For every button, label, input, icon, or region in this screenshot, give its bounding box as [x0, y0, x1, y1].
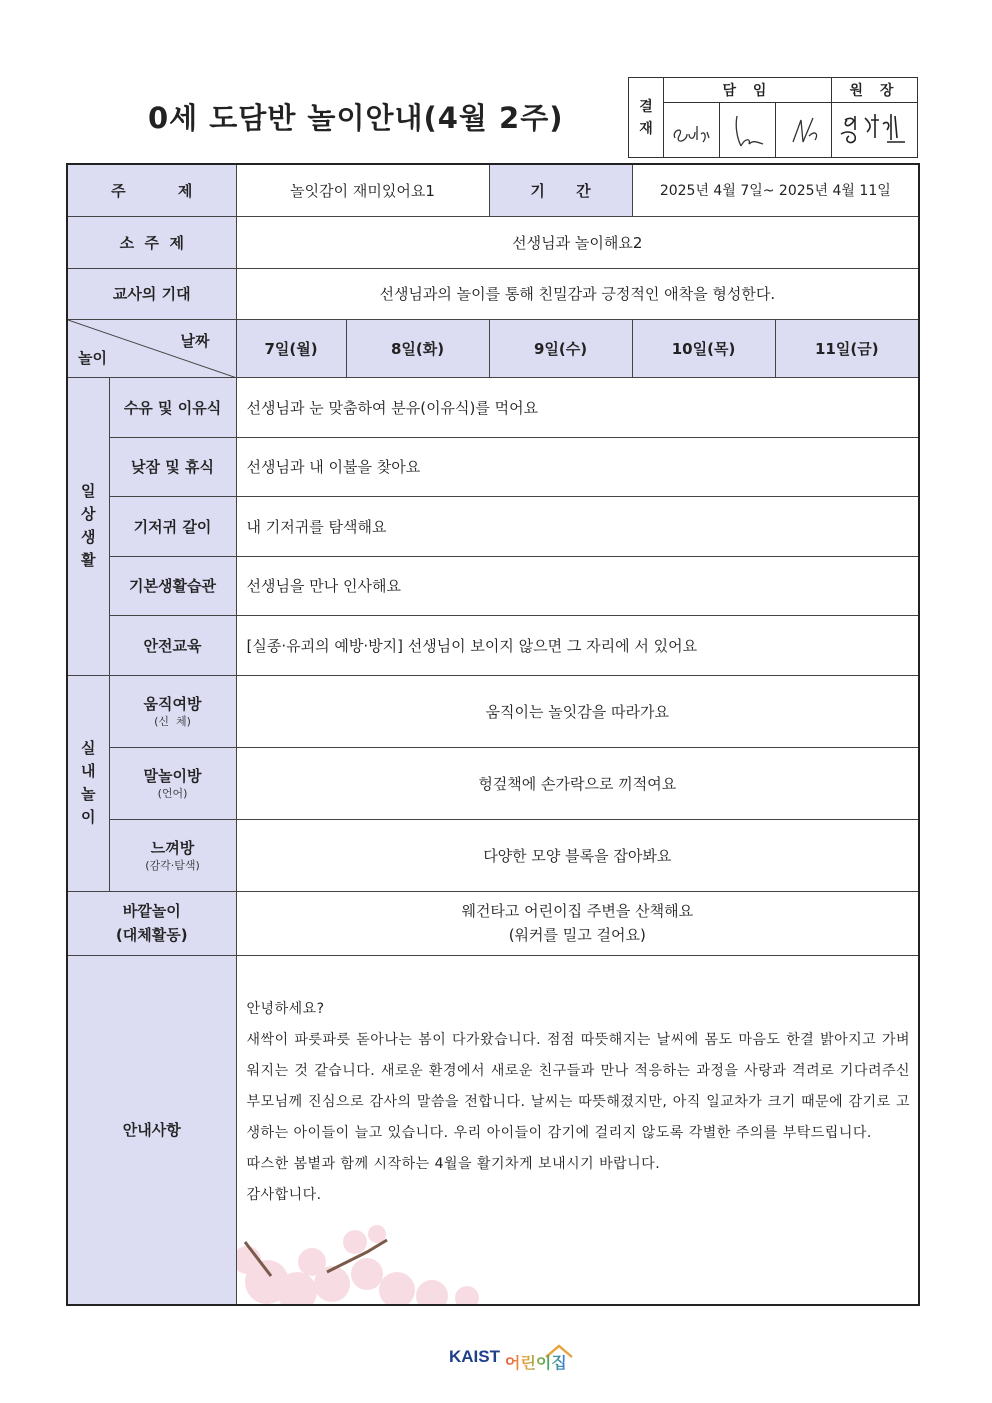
cherry-blossom-decoration — [237, 1212, 497, 1304]
indoor-row-value: 다양한 모양 블록을 잡아봐요 — [236, 819, 919, 891]
expectation-value: 선생님과의 놀이를 통해 친밀감과 긍정적인 애착을 형성한다. — [236, 268, 919, 319]
teacher-header: 담 임 — [664, 78, 832, 103]
date-play-corner — [67, 319, 236, 377]
outdoor-value-1: 웨건타고 어린이집 주변을 산책해요 — [461, 902, 694, 920]
notice-greeting: 안녕하세요? — [246, 1000, 325, 1017]
notice-content — [236, 955, 919, 1305]
notice-label: 안내사항 — [67, 955, 236, 1305]
day-header: 9일(수) — [489, 319, 632, 377]
indoor-label-sub: (신 체) — [154, 715, 191, 728]
daily-row-label: 수유 및 이유식 — [109, 377, 236, 437]
page-title: 0세 도담반 놀이안내(4월 2주) — [148, 101, 564, 135]
indoor-row-value: 헝겊책에 손가락으로 끼적여요 — [236, 747, 919, 819]
indoor-row-value: 움직이는 놀잇감을 따라가요 — [236, 675, 919, 747]
day-header: 10일(목) — [632, 319, 775, 377]
subtheme-value: 선생님과 놀이해요2 — [236, 216, 919, 268]
subtheme-label: 소 주 제 — [67, 216, 236, 268]
indoor-row-label — [109, 675, 236, 747]
daily-row-value: 내 기저귀를 탐색해요 — [236, 496, 919, 556]
daily-row-value: 선생님과 눈 맞춤하여 분유(이유식)를 먹어요 — [236, 377, 919, 437]
signature-director — [832, 103, 918, 158]
theme-value: 놀잇감이 재미있어요1 — [236, 164, 489, 216]
daily-row-value: 선생님을 만나 인사해요 — [236, 556, 919, 615]
kaist-logo — [449, 1347, 500, 1367]
plan-table — [66, 163, 920, 1306]
outdoor-label — [67, 891, 236, 955]
expectation-label: 교사의 기대 — [67, 268, 236, 319]
outdoor-value-2: (워커를 밀고 걸어요) — [508, 926, 646, 944]
day-header: 7일(월) — [236, 319, 346, 377]
daily-row-value: 선생님과 내 이불을 찾아요 — [236, 437, 919, 496]
corner-date: 날짜 — [180, 331, 210, 350]
indoor-label-main: 움직여방 — [143, 695, 202, 713]
signature-3 — [776, 103, 832, 158]
notice-closing: 감사합니다. — [246, 1186, 322, 1203]
corner-play: 놀이 — [78, 348, 107, 367]
logo-text-value: 어린이집 — [505, 1355, 567, 1372]
director-header: 원 장 — [832, 78, 918, 103]
outdoor-label-2: (대체활동) — [115, 926, 188, 944]
approval-box — [628, 77, 918, 158]
logo-kaist: KAIST — [449, 1347, 500, 1366]
signature-1 — [664, 103, 720, 158]
signature-2 — [720, 103, 776, 158]
outdoor-value — [236, 891, 919, 955]
daily-row-value: [실종·유괴의 예방·방지] 선생님이 보이지 않으면 그 자리에 서 있어요 — [236, 615, 919, 675]
indoor-label-main: 느껴방 — [150, 839, 195, 857]
daily-row-label: 낮잠 및 휴식 — [109, 437, 236, 496]
outdoor-label-1: 바깥놀이 — [122, 902, 181, 920]
daily-life-group: 일 상 생 활 — [67, 377, 109, 675]
indoor-label-sub: (감각·탐색) — [145, 859, 200, 872]
daily-row-label: 기본생활습관 — [109, 556, 236, 615]
daily-row-label: 기저귀 갈이 — [109, 496, 236, 556]
indoor-row-label — [109, 819, 236, 891]
notice-body: 새싹이 파릇파릇 돋아나는 봄이 다가왔습니다. 점점 따뜻해지는 날씨에 몸도 마음도 한결 밝아지고 가벼워지는 것 같습니다. 새로운 환경에서 새로운 친구들과 만나 적응하는 과정을 사랑과 격려로 기다려주신 부모님께 진심으로 감사의 말씀을 전합니다. 날씨는 따뜻해졌지만, 아직 일교차가 크기 때문에 감기로 고생하는 아이들이 늘고 있습니다. 우리 아이들이 감기에 걸리지 않도록 각별한 주의를 부탁드립니다. — [246, 1031, 911, 1141]
indoor-play-group: 실 내 놀 이 — [67, 675, 109, 891]
notice-line2: 따스한 봄볕과 함께 시작하는 4월을 활기차게 보내시기 바랍니다. — [246, 1155, 661, 1172]
indoor-label-sub: (언어) — [157, 787, 188, 800]
daily-row-label: 안전교육 — [109, 615, 236, 675]
indoor-row-label — [109, 747, 236, 819]
logo-text — [505, 1350, 567, 1373]
approval-label: 결 재 — [629, 78, 664, 158]
indoor-label-main: 말놀이방 — [143, 767, 202, 785]
period-label: 기 간 — [489, 164, 632, 216]
period-value: 2025년 4월 7일~ 2025년 4월 11일 — [632, 164, 919, 216]
theme-label: 주 제 — [67, 164, 236, 216]
day-header: 11일(금) — [775, 319, 919, 377]
day-header: 8일(화) — [346, 319, 489, 377]
